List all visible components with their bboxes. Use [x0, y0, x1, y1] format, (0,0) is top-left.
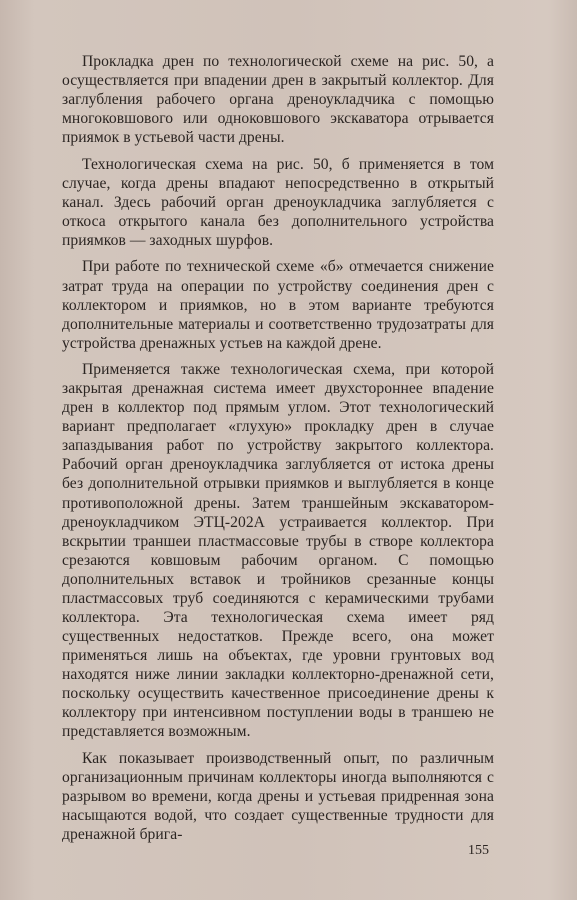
paragraph-5: Как показывает производственный опыт, по различным организационным причинам коллекторы иногда выполняются с разрывом во времени, когда дрены и устьевая придренная зона насыщаются водой, что создает существенные трудности для дренажной брига- — [62, 749, 494, 843]
paragraph-4: Применяется также технологическая схема, при которой закрытая дренажная система имеет двухстороннее впадение дрен в коллектор под прямым углом. Этот технологический вариант предполагает «глухую» прокладку дрен в случае запаздывания работ по устройству закрытого коллектора. Рабочий орган дреноукладчика заглубляется от истока дрены без дополнительной отрывки приямков и выглубляется в конце противоположной дрены. Затем траншейным экскаватором-дреноукладчиком ЭТЦ-202А устраивается коллектор. При вскрытии траншеи пластмассовые трубы в створе коллектора срезаются ковшовым рабочим органом. С помощью дополнительных вставок и тройников срезанные концы пластмассовых труб соединяются с керамическими трубами коллектора. Эта технологическая схема имеет ряд существенных недостатков. Прежде всего, она может применяться лишь на объектах, где уровни грунтовых вод находятся ниже линии закладки коллекторно-дренажной сети, поскольку осуществить качественное присоединение дрены к коллектору при интенсивном поступлении воды в траншею не представляется возможным. — [62, 361, 494, 741]
paragraph-2: Технологическая схема на рис. 50, б применяется в том случае, когда дрены впадают непосредственно в открытый канал. Здесь рабочий орган дреноукладчика заглубляется с откоса открытого канала без дополнительного устройства приямков — заходных шурфов. — [62, 155, 494, 249]
paragraph-1: Прокладка дрен по технологической схеме на рис. 50, а осуществляется при впадении дрен в закрытый коллектор. Для заглубления рабочего органа дреноукладчика с помощью многоковшового или одноковшового экскаватора отрывается приямок в устьевой части дрены. — [62, 53, 494, 147]
page-number: 155 — [468, 843, 489, 858]
paragraph-3: При работе по технической схеме «б» отмечается снижение затрат труда на операции по устройству соединения дрен с коллектором и приямков, но в этом варианте требуются дополнительные материалы и соответственно трудозатраты для устройства дренажных устьев на каждой дрене. — [62, 258, 494, 352]
body-text — [62, 52, 494, 844]
